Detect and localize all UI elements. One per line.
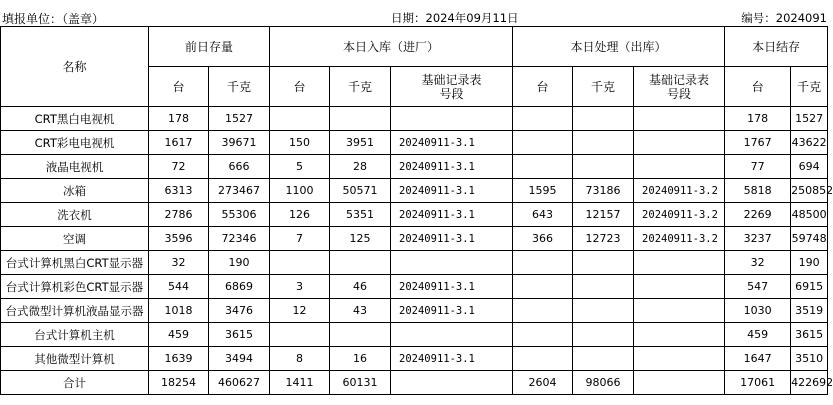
cell-out-kg bbox=[573, 251, 634, 275]
cell-in-record: 20240911-3.1 bbox=[391, 299, 513, 323]
cell-in-tai: 8 bbox=[270, 347, 330, 371]
table-row bbox=[1, 227, 828, 251]
cell-out-record bbox=[634, 251, 725, 275]
cell-end-tai: 1647 bbox=[725, 347, 791, 371]
cell-name: 洗衣机 bbox=[1, 203, 149, 227]
cell-end-tai: 178 bbox=[725, 107, 791, 131]
cell-end-kg: 1527 bbox=[791, 107, 828, 131]
cell-prev-kg: 273467 bbox=[209, 179, 270, 203]
cell-end-kg: 694 bbox=[791, 155, 828, 179]
cell-end-kg: 48500 bbox=[791, 203, 828, 227]
cell-in-kg: 125 bbox=[330, 227, 391, 251]
col-end-tai: 台 bbox=[725, 67, 791, 107]
cell-prev-kg: 1527 bbox=[209, 107, 270, 131]
cell-prev-kg: 3494 bbox=[209, 347, 270, 371]
cell-in-record: 20240911-3.1 bbox=[391, 179, 513, 203]
cell-end-tai: 1030 bbox=[725, 299, 791, 323]
table-row bbox=[1, 203, 828, 227]
cell-end-kg: 59748 bbox=[791, 227, 828, 251]
cell-in-kg: 5351 bbox=[330, 203, 391, 227]
cell-out-tai bbox=[513, 275, 573, 299]
cell-end-tai: 77 bbox=[725, 155, 791, 179]
cell-in-kg: 3951 bbox=[330, 131, 391, 155]
cell-in-kg bbox=[330, 323, 391, 347]
cell-out-kg: 73186 bbox=[573, 179, 634, 203]
cell-out-record bbox=[634, 131, 725, 155]
table-row bbox=[1, 323, 828, 347]
cell-in-tai bbox=[270, 107, 330, 131]
cell-out-tai bbox=[513, 131, 573, 155]
cell-out-tai bbox=[513, 299, 573, 323]
cell-prev-kg: 55306 bbox=[209, 203, 270, 227]
cell-end-tai: 17061 bbox=[725, 371, 791, 395]
cell-in-tai: 7 bbox=[270, 227, 330, 251]
cell-out-tai bbox=[513, 251, 573, 275]
cell-out-record bbox=[634, 371, 725, 395]
cell-out-tai: 643 bbox=[513, 203, 573, 227]
cell-prev-kg: 39671 bbox=[209, 131, 270, 155]
cell-out-kg bbox=[573, 299, 634, 323]
col-out-kg: 千克 bbox=[573, 67, 634, 107]
cell-end-kg: 3615 bbox=[791, 323, 828, 347]
cell-end-kg: 422692 bbox=[791, 371, 828, 395]
cell-prev-tai: 544 bbox=[149, 275, 209, 299]
cell-in-record bbox=[391, 371, 513, 395]
report-header bbox=[0, 0, 827, 26]
col-group-prev: 前日存量 bbox=[149, 27, 270, 67]
col-prev-tai: 台 bbox=[149, 67, 209, 107]
cell-out-record bbox=[634, 299, 725, 323]
cell-in-record bbox=[391, 107, 513, 131]
cell-end-tai: 32 bbox=[725, 251, 791, 275]
cell-name: 冰箱 bbox=[1, 179, 149, 203]
cell-end-kg: 3510 bbox=[791, 347, 828, 371]
cell-prev-tai: 178 bbox=[149, 107, 209, 131]
cell-out-kg: 12157 bbox=[573, 203, 634, 227]
cell-in-tai: 5 bbox=[270, 155, 330, 179]
cell-out-tai bbox=[513, 107, 573, 131]
col-out-tai: 台 bbox=[513, 67, 573, 107]
cell-end-kg: 43622 bbox=[791, 131, 828, 155]
cell-prev-kg: 3476 bbox=[209, 299, 270, 323]
record-label-line1: 基础记录表 bbox=[421, 72, 482, 87]
col-in-record bbox=[391, 67, 513, 107]
cell-out-kg: 98066 bbox=[573, 371, 634, 395]
cell-in-record: 20240911-3.1 bbox=[391, 155, 513, 179]
cell-name: 台式计算机黑白CRT显示器 bbox=[1, 251, 149, 275]
cell-prev-kg: 190 bbox=[209, 251, 270, 275]
cell-end-kg: 3519 bbox=[791, 299, 828, 323]
cell-in-record: 20240911-3.1 bbox=[391, 203, 513, 227]
table-row bbox=[1, 131, 828, 155]
cell-name: 其他微型计算机 bbox=[1, 347, 149, 371]
cell-name: 液晶电视机 bbox=[1, 155, 149, 179]
header-row-groups bbox=[1, 27, 828, 67]
cell-in-tai: 12 bbox=[270, 299, 330, 323]
col-out-record bbox=[634, 67, 725, 107]
cell-prev-tai: 3596 bbox=[149, 227, 209, 251]
cell-out-record bbox=[634, 275, 725, 299]
cell-end-tai: 459 bbox=[725, 323, 791, 347]
cell-end-kg: 6915 bbox=[791, 275, 828, 299]
cell-name: 台式微型计算机液晶显示器 bbox=[1, 299, 149, 323]
col-group-end: 本日结存 bbox=[725, 27, 828, 67]
cell-end-tai: 1767 bbox=[725, 131, 791, 155]
col-group-in: 本日入库（进厂） bbox=[270, 27, 513, 67]
table-row bbox=[1, 299, 828, 323]
col-in-tai: 台 bbox=[270, 67, 330, 107]
col-in-kg: 千克 bbox=[330, 67, 391, 107]
cell-out-tai: 1595 bbox=[513, 179, 573, 203]
cell-out-tai bbox=[513, 155, 573, 179]
cell-prev-kg: 6869 bbox=[209, 275, 270, 299]
col-name-header: 名称 bbox=[1, 27, 149, 107]
cell-in-kg: 16 bbox=[330, 347, 391, 371]
cell-prev-tai: 1617 bbox=[149, 131, 209, 155]
cell-prev-tai: 1018 bbox=[149, 299, 209, 323]
cell-out-record bbox=[634, 107, 725, 131]
col-end-kg: 千克 bbox=[791, 67, 828, 107]
cell-end-kg: 250852 bbox=[791, 179, 828, 203]
col-prev-kg: 千克 bbox=[209, 67, 270, 107]
cell-prev-tai: 32 bbox=[149, 251, 209, 275]
table-row bbox=[1, 107, 828, 131]
report-date: 日期：2024年09月11日 bbox=[391, 11, 519, 25]
cell-in-kg: 50571 bbox=[330, 179, 391, 203]
cell-name: 台式计算机彩色CRT显示器 bbox=[1, 275, 149, 299]
cell-in-tai bbox=[270, 251, 330, 275]
table-row bbox=[1, 347, 828, 371]
cell-out-record bbox=[634, 347, 725, 371]
cell-out-kg bbox=[573, 275, 634, 299]
cell-out-kg bbox=[573, 107, 634, 131]
cell-in-kg: 60131 bbox=[330, 371, 391, 395]
cell-prev-kg: 666 bbox=[209, 155, 270, 179]
table-row bbox=[1, 179, 828, 203]
cell-in-tai: 1411 bbox=[270, 371, 330, 395]
cell-out-record: 20240911-3.2 bbox=[634, 203, 725, 227]
cell-out-record bbox=[634, 155, 725, 179]
cell-prev-tai: 1639 bbox=[149, 347, 209, 371]
cell-in-tai: 1100 bbox=[270, 179, 330, 203]
cell-out-record: 20240911-3.2 bbox=[634, 179, 725, 203]
table-row bbox=[1, 155, 828, 179]
cell-in-record bbox=[391, 323, 513, 347]
cell-end-kg: 190 bbox=[791, 251, 828, 275]
cell-prev-tai: 18254 bbox=[149, 371, 209, 395]
cell-out-kg bbox=[573, 347, 634, 371]
table-row bbox=[1, 275, 828, 299]
filing-unit-label: 填报单位：（盖章） bbox=[2, 12, 105, 26]
cell-end-tai: 2269 bbox=[725, 203, 791, 227]
record-label-line1: 基础记录表 bbox=[649, 72, 710, 87]
cell-out-tai bbox=[513, 323, 573, 347]
cell-in-record: 20240911-3.1 bbox=[391, 275, 513, 299]
cell-out-kg bbox=[573, 155, 634, 179]
cell-in-record bbox=[391, 251, 513, 275]
cell-name: CRT黑白电视机 bbox=[1, 107, 149, 131]
cell-in-record: 20240911-3.1 bbox=[391, 347, 513, 371]
cell-prev-tai: 72 bbox=[149, 155, 209, 179]
cell-end-tai: 5818 bbox=[725, 179, 791, 203]
cell-prev-kg: 460627 bbox=[209, 371, 270, 395]
cell-out-kg bbox=[573, 131, 634, 155]
cell-prev-tai: 6313 bbox=[149, 179, 209, 203]
table-row bbox=[1, 251, 828, 275]
record-label-line2: 号段 bbox=[439, 86, 464, 101]
cell-out-tai bbox=[513, 347, 573, 371]
cell-end-tai: 547 bbox=[725, 275, 791, 299]
cell-in-kg: 46 bbox=[330, 275, 391, 299]
table-row bbox=[1, 371, 828, 395]
cell-out-kg: 12723 bbox=[573, 227, 634, 251]
record-label-line2: 号段 bbox=[667, 86, 692, 101]
cell-in-tai: 150 bbox=[270, 131, 330, 155]
cell-name: CRT彩电电视机 bbox=[1, 131, 149, 155]
cell-prev-tai: 2786 bbox=[149, 203, 209, 227]
cell-name: 台式计算机主机 bbox=[1, 323, 149, 347]
cell-out-kg bbox=[573, 323, 634, 347]
col-group-out: 本日处理（出库） bbox=[513, 27, 725, 67]
inventory-table bbox=[0, 26, 833, 395]
cell-prev-kg: 72346 bbox=[209, 227, 270, 251]
cell-in-record: 20240911-3.1 bbox=[391, 131, 513, 155]
cell-in-kg bbox=[330, 107, 391, 131]
cell-out-tai: 2604 bbox=[513, 371, 573, 395]
cell-in-record: 20240911-3.1 bbox=[391, 227, 513, 251]
cell-in-tai: 3 bbox=[270, 275, 330, 299]
cell-end-tai: 3237 bbox=[725, 227, 791, 251]
cell-in-kg: 28 bbox=[330, 155, 391, 179]
cell-prev-tai: 459 bbox=[149, 323, 209, 347]
cell-in-tai bbox=[270, 323, 330, 347]
cell-out-record: 20240911-3.2 bbox=[634, 227, 725, 251]
cell-in-kg bbox=[330, 251, 391, 275]
cell-prev-kg: 3615 bbox=[209, 323, 270, 347]
cell-out-tai: 366 bbox=[513, 227, 573, 251]
cell-out-record bbox=[634, 323, 725, 347]
cell-name: 空调 bbox=[1, 227, 149, 251]
cell-name: 合计 bbox=[1, 371, 149, 395]
cell-in-kg: 43 bbox=[330, 299, 391, 323]
cell-in-tai: 126 bbox=[270, 203, 330, 227]
report-number: 编号：2024091 bbox=[741, 11, 827, 25]
